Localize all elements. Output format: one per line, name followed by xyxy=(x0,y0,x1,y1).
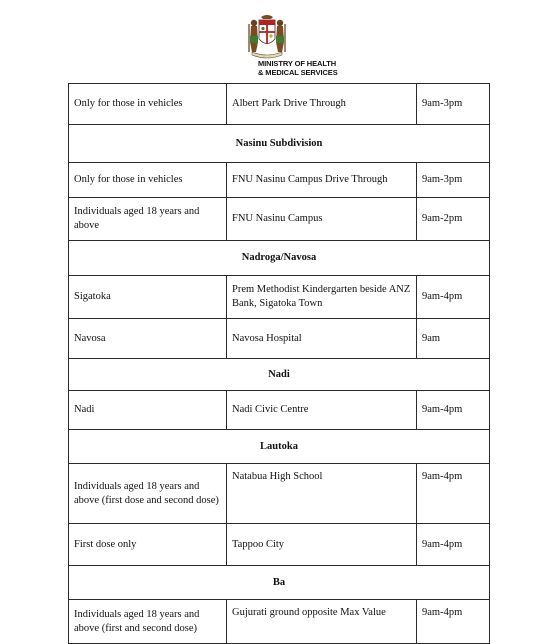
time-cell: 9am-3pm xyxy=(417,163,490,198)
table-row xyxy=(69,391,490,430)
time-cell: 9am-4pm xyxy=(417,391,490,430)
section-heading: Nadroga/Navosa xyxy=(69,241,490,276)
eligibility-cell: Individuals aged 18 years and above (first dose and second dose) xyxy=(69,464,227,524)
eligibility-cell: Only for those in vehicles xyxy=(69,84,227,125)
table-row xyxy=(69,600,490,644)
section-heading-row xyxy=(69,566,490,600)
eligibility-cell: Individuals aged 18 years and above (first and second dose) xyxy=(69,600,227,644)
time-cell: 9am-4pm xyxy=(417,464,490,524)
ministry-title-line-2: & MEDICAL SERVICES xyxy=(258,68,338,77)
ministry-title-line-1: MINISTRY OF HEALTH xyxy=(258,59,337,68)
eligibility-cell: Only for those in vehicles xyxy=(69,163,227,198)
table-row xyxy=(69,276,490,319)
vaccination-schedule-table xyxy=(68,83,490,644)
table-row xyxy=(69,319,490,359)
coat-of-arms-icon xyxy=(246,12,288,60)
section-heading-row xyxy=(69,125,490,163)
section-heading-row xyxy=(69,241,490,276)
table-row xyxy=(69,84,490,125)
venue-cell: Tappoo City xyxy=(227,524,417,566)
time-cell: 9am-4pm xyxy=(417,276,490,319)
venue-cell: Natabua High School xyxy=(227,464,417,524)
venue-cell: Albert Park Drive Through xyxy=(227,84,417,125)
section-heading-row xyxy=(69,430,490,464)
venue-cell: Navosa Hospital xyxy=(227,319,417,359)
time-cell: 9am-3pm xyxy=(417,84,490,125)
section-heading: Nadi xyxy=(69,359,490,391)
eligibility-cell: Individuals aged 18 years and above xyxy=(69,198,227,241)
table-row xyxy=(69,163,490,198)
eligibility-cell: Navosa xyxy=(69,319,227,359)
table-row xyxy=(69,524,490,566)
section-heading: Nasinu Subdivision xyxy=(69,125,490,163)
document-header xyxy=(0,0,555,84)
table-row xyxy=(69,464,490,524)
section-heading-row xyxy=(69,359,490,391)
eligibility-cell: Sigatoka xyxy=(69,276,227,319)
time-cell: 9am-4pm xyxy=(417,524,490,566)
venue-cell: Prem Methodist Kindergarten beside ANZ Bank, Sigatoka Town xyxy=(227,276,417,319)
ministry-title xyxy=(258,59,338,77)
venue-cell: Nadi Civic Centre xyxy=(227,391,417,430)
venue-cell: FNU Nasinu Campus Drive Through xyxy=(227,163,417,198)
eligibility-cell: Nadi xyxy=(69,391,227,430)
time-cell: 9am-2pm xyxy=(417,198,490,241)
eligibility-cell: First dose only xyxy=(69,524,227,566)
time-cell: 9am-4pm xyxy=(417,600,490,644)
section-heading: Ba xyxy=(69,566,490,600)
venue-cell: FNU Nasinu Campus xyxy=(227,198,417,241)
time-cell: 9am xyxy=(417,319,490,359)
venue-cell: Gujurati ground opposite Max Value xyxy=(227,600,417,644)
table-row xyxy=(69,198,490,241)
section-heading: Lautoka xyxy=(69,430,490,464)
